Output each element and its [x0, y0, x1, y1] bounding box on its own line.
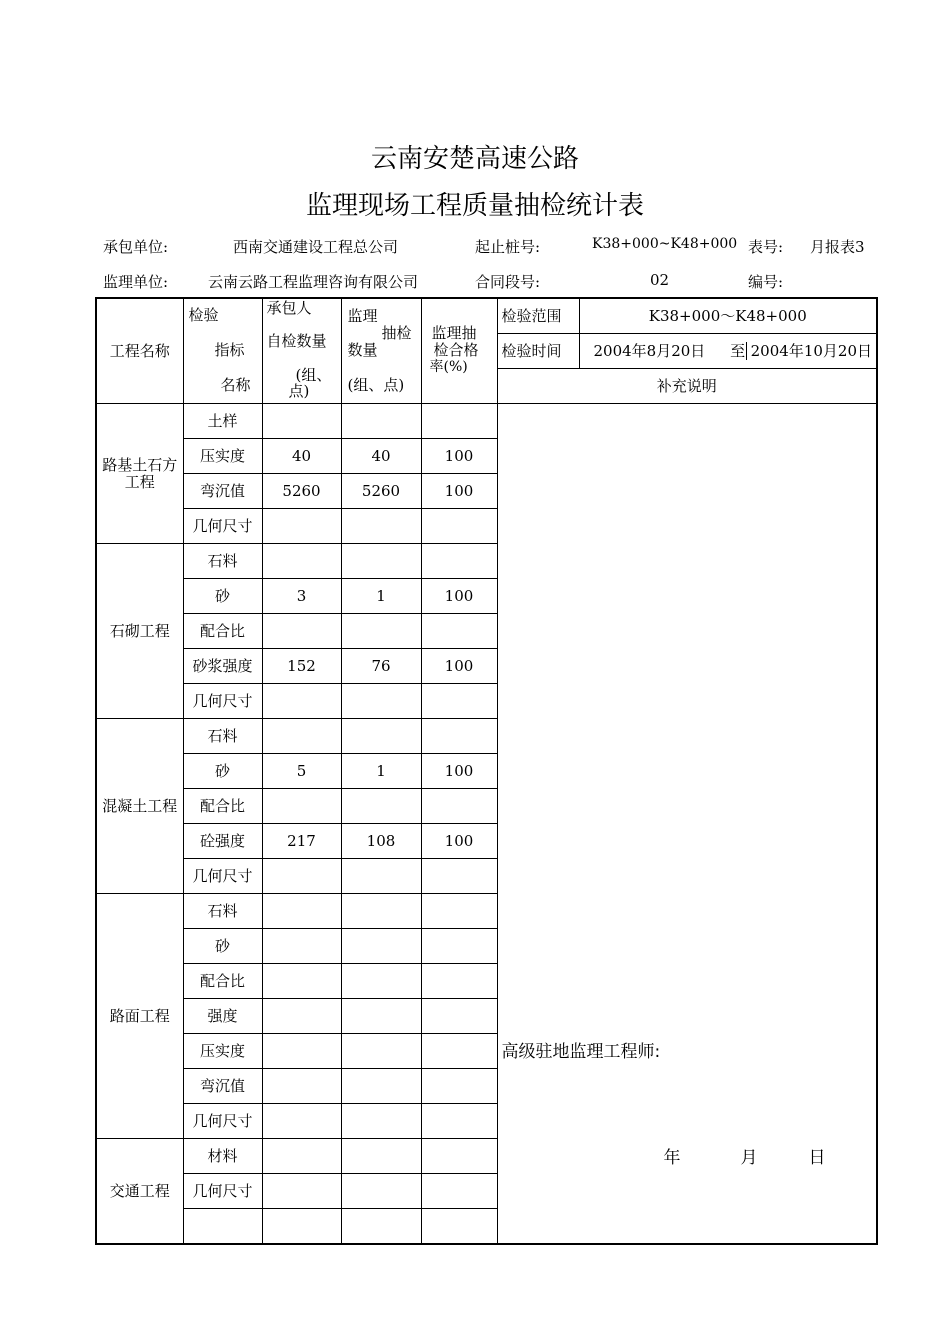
code-label: 编号: [748, 273, 784, 291]
item-cell: 几何尺寸 [183, 859, 262, 894]
contract-value: 02 [650, 271, 670, 289]
self-check-cell: 217 [262, 824, 341, 859]
pass-rate-cell [421, 929, 497, 964]
supervisor-check-cell: 1 [341, 754, 421, 789]
item-cell: 弯沉值 [183, 474, 262, 509]
time-to: 2004年10月20日 [729, 334, 877, 369]
page-title: 云南安楚高速公路 [370, 144, 579, 174]
engineer-signature-label: 高级驻地监理工程师: [501, 1042, 661, 1062]
supervisor-check-cell [341, 859, 421, 894]
range-label: 检验范围 [497, 298, 579, 334]
self-check-cell [262, 544, 341, 579]
contract-label: 合同段号: [475, 273, 541, 291]
supervisor-check-cell [341, 719, 421, 754]
pass-rate-cell [421, 789, 497, 824]
supervisor-check-cell: 40 [341, 439, 421, 474]
supervisor-check-cell: 108 [341, 824, 421, 859]
supervisor-check-cell [341, 1069, 421, 1104]
range-value: K38+000～K48+000 [579, 298, 877, 334]
item-cell: 几何尺寸 [183, 509, 262, 544]
self-check-cell [262, 859, 341, 894]
header-supervisor-check: 监理 抽检 数量 (组、点) [341, 298, 421, 404]
pass-rate-cell [421, 1104, 497, 1139]
supervisor-value: 云南云路工程监理咨询有限公司 [208, 273, 419, 291]
header-project-name: 工程名称 [96, 298, 183, 404]
item-cell: 砂 [183, 754, 262, 789]
pass-rate-cell [421, 964, 497, 999]
pass-rate-cell [421, 1139, 497, 1174]
pass-rate-cell [421, 1174, 497, 1209]
supervisor-check-cell [341, 1034, 421, 1069]
supervisor-check-cell [341, 964, 421, 999]
pass-rate-cell [421, 859, 497, 894]
self-check-cell: 5260 [262, 474, 341, 509]
project-name-cell: 石砌工程 [96, 544, 183, 719]
supervisor-label: 监理单位: [103, 273, 169, 291]
time-label: 检验时间 [497, 334, 579, 369]
pass-rate-cell [421, 1069, 497, 1104]
self-check-cell: 40 [262, 439, 341, 474]
self-check-cell [262, 684, 341, 719]
pass-rate-cell [421, 509, 497, 544]
day-label: 日 [808, 1148, 826, 1168]
header-self-check: 承包人 自检数量 (组、 点) [262, 298, 341, 404]
supervisor-check-cell [341, 894, 421, 929]
supervisor-check-cell: 5260 [341, 474, 421, 509]
item-cell: 配合比 [183, 964, 262, 999]
supervisor-check-cell [341, 509, 421, 544]
month-label: 月 [740, 1148, 758, 1168]
project-name-cell: 路基土石方工程 [96, 404, 183, 544]
item-cell: 弯沉值 [183, 1069, 262, 1104]
item-cell: 土样 [183, 404, 262, 439]
item-cell: 砂 [183, 929, 262, 964]
contractor-value: 西南交通建设工程总公司 [233, 238, 399, 256]
self-check-cell [262, 1069, 341, 1104]
pass-rate-cell [421, 614, 497, 649]
self-check-cell [262, 509, 341, 544]
project-name-cell: 路面工程 [96, 894, 183, 1139]
form-no-label: 表号: [748, 238, 784, 256]
self-check-cell: 3 [262, 579, 341, 614]
supervisor-check-cell [341, 614, 421, 649]
supervisor-check-cell [341, 999, 421, 1034]
pass-rate-cell [421, 1034, 497, 1069]
supplement-area [497, 404, 877, 1245]
item-cell: 压实度 [183, 439, 262, 474]
stake-label: 起止桩号: [475, 238, 541, 256]
item-cell: 砂 [183, 579, 262, 614]
project-name-cell: 混凝土工程 [96, 719, 183, 894]
self-check-cell [262, 1034, 341, 1069]
header-pass-rate: 监理抽 检合格 率(%) [421, 298, 497, 404]
self-check-cell [262, 789, 341, 824]
self-check-cell [262, 1104, 341, 1139]
pass-rate-cell: 100 [421, 824, 497, 859]
self-check-cell [262, 614, 341, 649]
self-check-cell [262, 1139, 341, 1174]
supervisor-check-cell [341, 404, 421, 439]
pass-rate-cell: 100 [421, 579, 497, 614]
supervisor-check-cell: 76 [341, 649, 421, 684]
pass-rate-cell: 100 [421, 649, 497, 684]
item-cell: 砼强度 [183, 824, 262, 859]
self-check-cell [262, 1174, 341, 1209]
supervisor-check-cell [341, 1104, 421, 1139]
stake-value: K38+000~K48+000 [592, 236, 738, 252]
self-check-cell: 152 [262, 649, 341, 684]
contractor-label: 承包单位: [103, 238, 169, 256]
form-no-value: 月报表3 [810, 238, 865, 256]
table-row [96, 404, 877, 439]
supervisor-check-cell [341, 1209, 421, 1245]
self-check-cell [262, 404, 341, 439]
supervisor-check-cell [341, 684, 421, 719]
self-check-cell [262, 1209, 341, 1245]
pass-rate-cell [421, 404, 497, 439]
self-check-cell [262, 894, 341, 929]
item-cell: 砂浆强度 [183, 649, 262, 684]
project-name-cell: 交通工程 [96, 1139, 183, 1245]
supervisor-check-cell [341, 1139, 421, 1174]
self-check-cell [262, 964, 341, 999]
time-from: 2004年8月20日 至 [579, 334, 729, 369]
year-label: 年 [663, 1148, 681, 1168]
item-cell: 石料 [183, 544, 262, 579]
item-cell: 几何尺寸 [183, 1104, 262, 1139]
self-check-cell [262, 929, 341, 964]
item-cell: 石料 [183, 719, 262, 754]
item-cell: 配合比 [183, 789, 262, 824]
pass-rate-cell: 100 [421, 474, 497, 509]
inspection-table [95, 297, 878, 1245]
pass-rate-cell [421, 544, 497, 579]
item-cell: 压实度 [183, 1034, 262, 1069]
self-check-cell [262, 999, 341, 1034]
supervisor-check-cell [341, 789, 421, 824]
supervisor-check-cell [341, 544, 421, 579]
page-subtitle: 监理现场工程质量抽检统计表 [305, 191, 644, 221]
item-cell: 材料 [183, 1139, 262, 1174]
pass-rate-cell: 100 [421, 754, 497, 789]
pass-rate-cell [421, 684, 497, 719]
item-cell: 配合比 [183, 614, 262, 649]
self-check-cell: 5 [262, 754, 341, 789]
supplement-header: 补充说明 [497, 369, 877, 404]
item-cell [183, 1209, 262, 1245]
pass-rate-cell [421, 999, 497, 1034]
item-cell: 几何尺寸 [183, 1174, 262, 1209]
pass-rate-cell: 100 [421, 439, 497, 474]
pass-rate-cell [421, 1209, 497, 1245]
pass-rate-cell [421, 719, 497, 754]
self-check-cell [262, 719, 341, 754]
item-cell: 几何尺寸 [183, 684, 262, 719]
item-cell: 强度 [183, 999, 262, 1034]
supervisor-check-cell [341, 1174, 421, 1209]
item-cell: 石料 [183, 894, 262, 929]
supervisor-check-cell [341, 929, 421, 964]
header-index-name: 检验 指标 名称 [183, 298, 262, 404]
pass-rate-cell [421, 894, 497, 929]
supervisor-check-cell: 1 [341, 579, 421, 614]
